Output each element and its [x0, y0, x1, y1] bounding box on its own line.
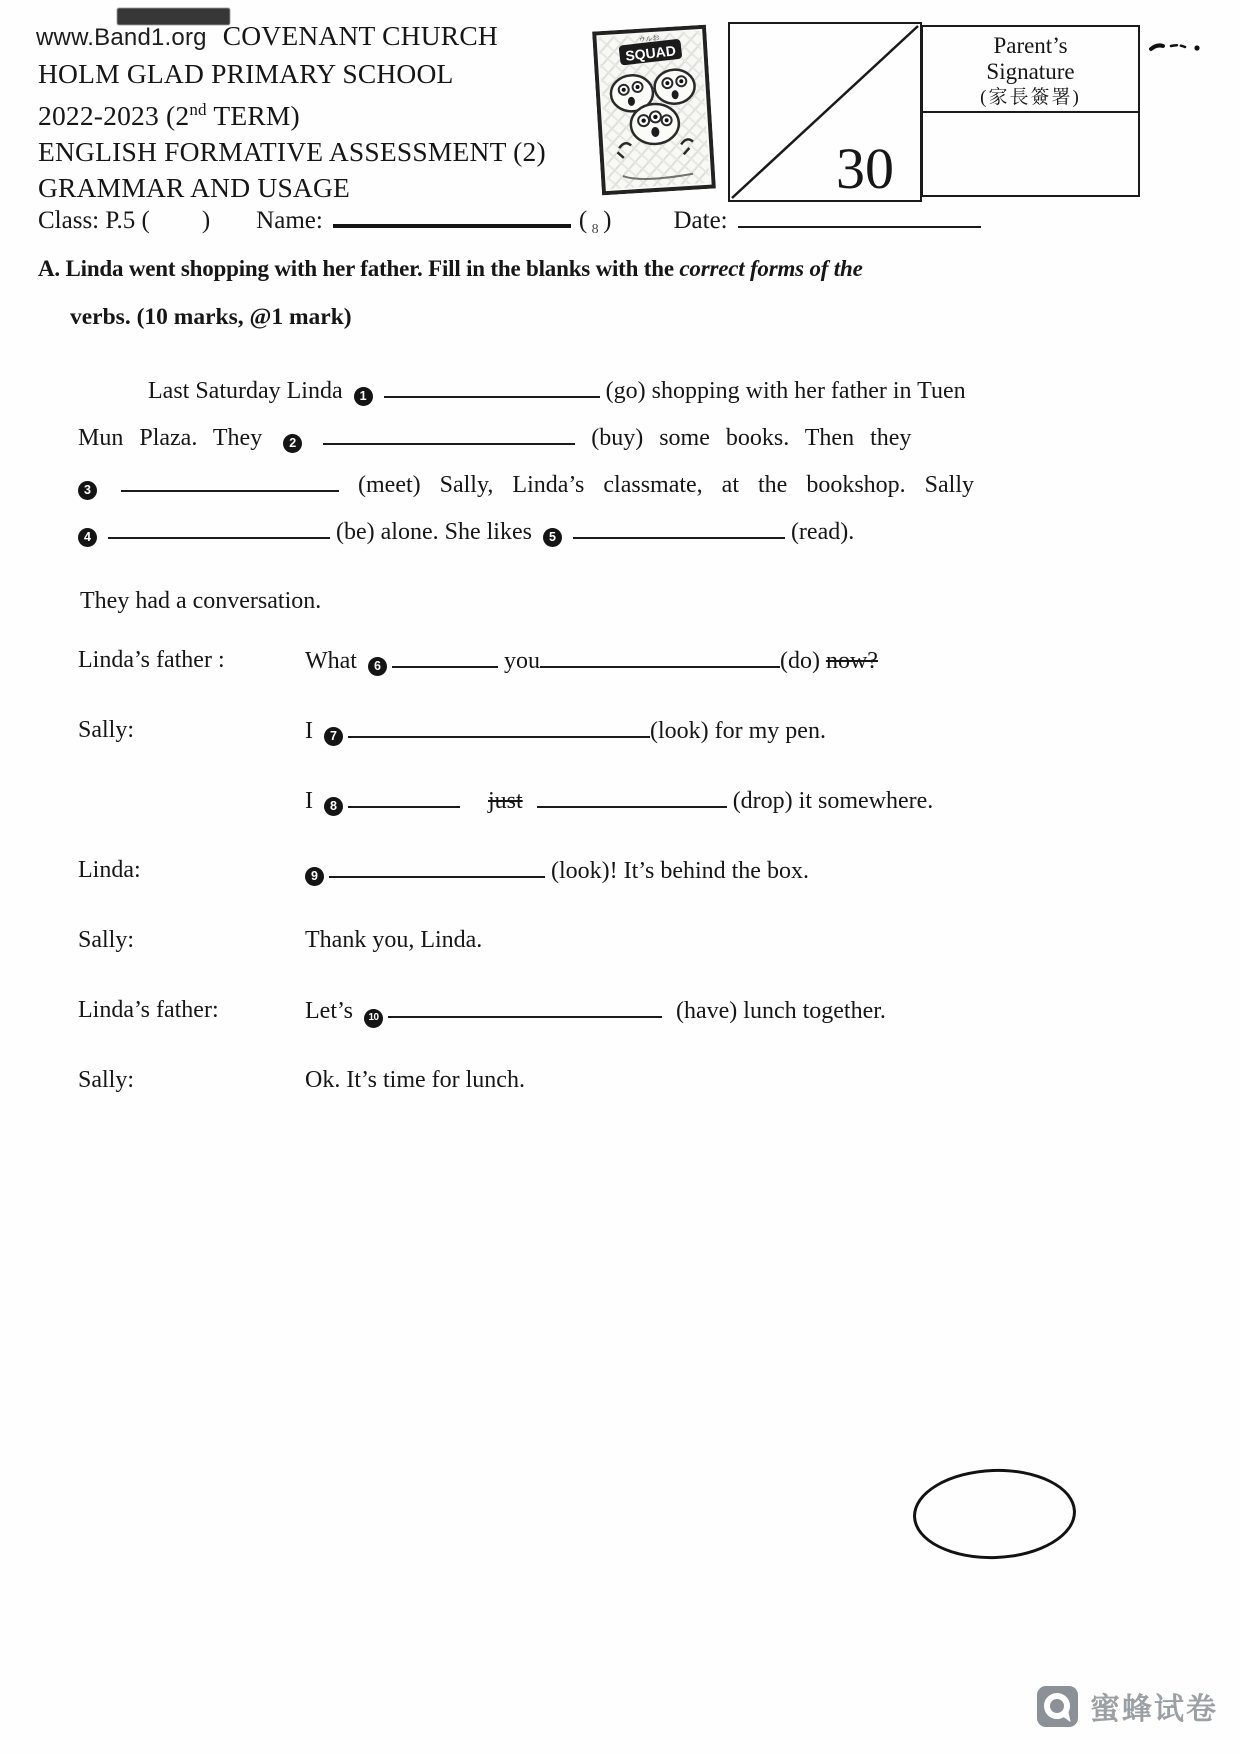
blank-number-9: 9 — [305, 867, 324, 886]
brand-logo — [1037, 1684, 1218, 1728]
blank-6b — [540, 642, 780, 668]
blank-8a — [348, 782, 460, 808]
svg-text:ウルお: ウルお — [638, 35, 660, 45]
passage-line-3: 3 (meet) Sally, Linda’s classmate, at the bookshop. Sally — [78, 462, 1023, 509]
speaker-label: Linda’s father : — [78, 647, 225, 673]
dialogue-content: I 7 (look) for my pen. — [305, 712, 826, 749]
name-blank — [333, 200, 571, 228]
class-paren-close: ) — [201, 207, 211, 234]
signature-title: Parent’s Signature (家長簽署) — [923, 27, 1138, 113]
student-info-line — [38, 200, 981, 235]
blank-number-7: 7 — [324, 727, 343, 746]
watermark: www.Band1.org — [36, 24, 207, 51]
bee-paper-icon — [1037, 1686, 1078, 1727]
blank-5 — [573, 513, 785, 539]
blank-10 — [388, 992, 662, 1018]
blank-number-3: 3 — [78, 481, 97, 500]
blank-4 — [108, 513, 330, 539]
header-school: HOLM GLAD PRIMARY SCHOOL — [38, 58, 454, 89]
blank-number-2: 2 — [283, 434, 302, 453]
dialogue-content: I 8 just (drop) it somewhere. — [305, 782, 933, 819]
passage-line-2: Mun Plaza. They 2 (buy) some books. Then they — [78, 415, 1023, 462]
header-subject: GRAMMAR AND USAGE — [38, 172, 351, 204]
speaker-label: Sally: — [78, 717, 135, 743]
class-number-paren: ( 8 ) — [578, 207, 612, 237]
dialogue-content: Let’s 10 (have) lunch together. — [305, 992, 886, 1029]
blank-2 — [323, 419, 575, 445]
header-assessment: ENGLISH FORMATIVE ASSESSMENT (2) — [38, 136, 546, 168]
blank-9 — [329, 852, 545, 878]
blank-6a — [392, 642, 498, 668]
aliens-sticker — [592, 25, 716, 196]
dialogue-content: Ok. It’s time for lunch. — [305, 1067, 525, 1093]
speaker-label: Sally: — [78, 1067, 135, 1093]
passage-line-1: Last Saturday Linda 1 (go) shopping with her father in Tuen — [78, 368, 1023, 415]
brand-name: 蜜蜂试卷 — [1090, 1693, 1218, 1726]
blank-7 — [348, 712, 650, 738]
score-box — [728, 22, 922, 202]
dialogue-content: What 6 you (do) now? — [305, 642, 878, 679]
pen-scribble — [1149, 36, 1209, 58]
date-blank — [738, 202, 981, 228]
struck-word: now? — [825, 648, 878, 674]
passage — [78, 368, 1023, 556]
dialogue-content: Thank you, Linda. — [305, 927, 483, 953]
blank-number-4: 4 — [78, 528, 97, 547]
passage-line-4: 4 (be) alone. She likes 5 (read). — [78, 509, 1023, 556]
blank-number-8: 8 — [324, 797, 343, 816]
blank-number-10: 10 — [364, 1009, 383, 1028]
header-year: 2022-2023 (2nd TERM) — [38, 100, 300, 132]
blank-1 — [384, 372, 600, 398]
name-label: Name: — [256, 207, 323, 234]
date-label: Date: — [673, 207, 728, 234]
class-label: Class: P.5 ( — [38, 207, 150, 234]
section-a-heading-line2: verbs. (10 marks, @1 mark) — [70, 304, 352, 330]
blank-3 — [121, 466, 339, 492]
conversation-intro: They had a conversation. — [80, 588, 322, 614]
header-church: COVENANT CHURCH — [222, 20, 498, 51]
header-block — [38, 56, 546, 206]
parent-signature-box — [921, 25, 1140, 197]
speaker-label: Sally: — [78, 927, 135, 953]
hand-drawn-oval — [911, 1466, 1077, 1562]
struck-word: just — [488, 788, 523, 814]
dialogue-content: 9 (look)! It’s behind the box. — [305, 852, 809, 889]
score-total: 30 — [836, 136, 894, 201]
blank-number-6: 6 — [368, 657, 387, 676]
speaker-label: Linda’s father: — [78, 997, 219, 1023]
section-a-heading: A. Linda went shopping with her father. Fill in the blanks with the correct forms of the — [38, 256, 863, 281]
blank-8b — [537, 782, 727, 808]
blank-number-5: 5 — [543, 528, 562, 547]
sticker-label: SQUAD — [624, 42, 677, 64]
blank-number-1: 1 — [354, 387, 373, 406]
speaker-label: Linda: — [78, 857, 141, 883]
